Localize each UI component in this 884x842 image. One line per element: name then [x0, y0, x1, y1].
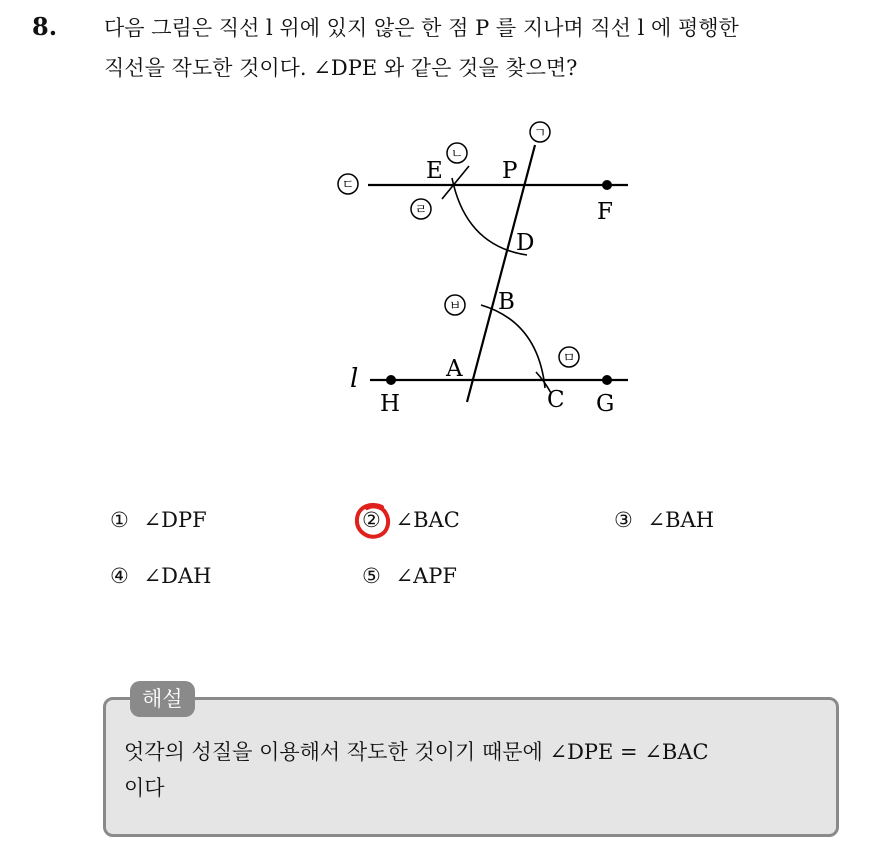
label-b: B	[498, 289, 515, 315]
choice-3[interactable]	[614, 508, 714, 532]
label-g: G	[596, 391, 615, 417]
choice-5-number: ⑤	[362, 564, 381, 588]
choice-4[interactable]	[110, 564, 211, 588]
choice-4-number: ④	[110, 564, 129, 588]
step-marker-bieup	[445, 295, 465, 315]
choice-4-text: ∠DAH	[143, 564, 212, 588]
step-giyeok-text: ㄱ	[533, 126, 547, 141]
step-bieup-text: ㅂ	[448, 299, 462, 314]
step-rieul-text: ㄹ	[414, 203, 428, 218]
choice-2[interactable]	[362, 508, 460, 532]
step-marker-nieun	[447, 143, 467, 163]
arc-centered-a	[481, 305, 545, 388]
choice-5[interactable]	[362, 564, 457, 588]
transversal-line	[467, 145, 535, 402]
label-p: P	[502, 158, 518, 184]
solution-text-line1: 엇각의 성질을 이용해서 작도한 것이기 때문에 ∠DPE = ∠BAC	[124, 740, 709, 764]
choice-5-text: ∠APF	[395, 564, 457, 588]
label-h: H	[380, 391, 401, 417]
question-text-line1: 다음 그림은 직선 l 위에 있지 않은 한 점 P 를 지나며 직선 l 에 평행한	[104, 16, 739, 40]
step-digeut-text: ㄷ	[341, 178, 355, 193]
point-f	[602, 180, 612, 190]
step-marker-mieum	[559, 347, 579, 367]
point-h	[386, 375, 396, 385]
step-marker-digeut	[338, 174, 358, 194]
solution-text-line2: 이다	[124, 776, 165, 800]
choice-2-text: ∠BAC	[395, 508, 460, 532]
choice-1[interactable]	[110, 508, 207, 532]
choice-3-number: ③	[614, 508, 633, 532]
question-number: 8.	[32, 12, 58, 41]
choice-2-number: ②	[362, 508, 381, 532]
label-c: C	[547, 387, 565, 413]
choice-3-text: ∠BAH	[647, 508, 715, 532]
choice-1-text: ∠DPF	[143, 508, 207, 532]
label-d: D	[516, 230, 535, 256]
label-f: F	[597, 199, 613, 225]
step-marker-giyeok	[530, 122, 550, 142]
step-mieum-text: ㅁ	[562, 351, 576, 366]
label-line-l: l	[350, 364, 359, 394]
label-e: E	[426, 158, 443, 184]
step-marker-rieul	[411, 199, 431, 219]
solution-tag: 해설	[130, 681, 195, 717]
choice-1-number: ①	[110, 508, 129, 532]
solution-box	[103, 697, 839, 837]
step-nieun-text: ㄴ	[450, 147, 464, 162]
label-a: A	[446, 356, 463, 382]
point-g	[602, 375, 612, 385]
question-text-line2: 직선을 작도한 것이다. ∠DPE 와 같은 것을 찾으면?	[104, 56, 578, 80]
